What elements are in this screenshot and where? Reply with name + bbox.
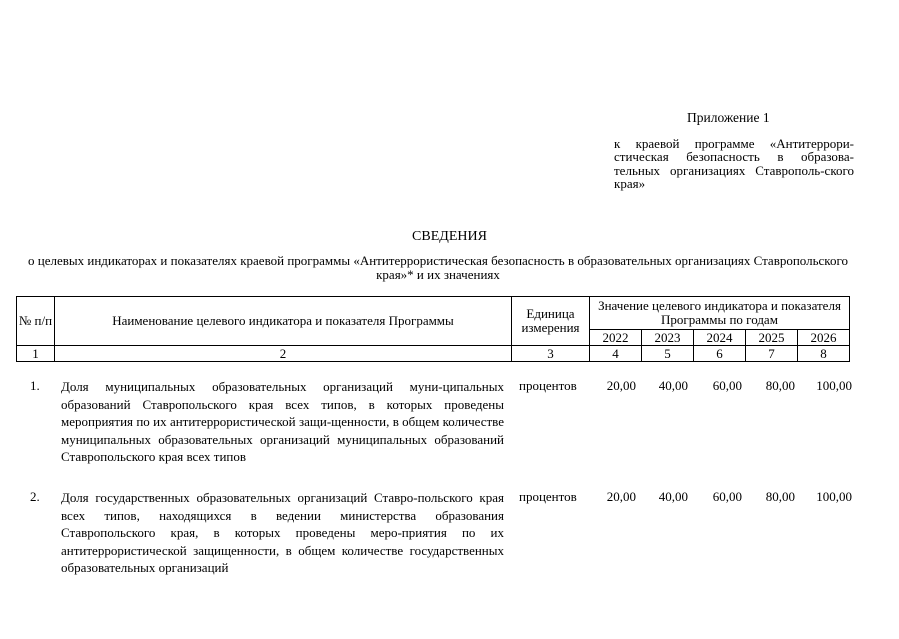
row-value: 20,00 bbox=[606, 378, 636, 393]
row-unit: процентов bbox=[519, 489, 577, 504]
col-number: 6 bbox=[694, 346, 746, 362]
row-indicator-name: Доля государственных образовательных организаций Ставро-польского края всех типов, находящихся в ведении министерства образования Ставропольского края, в которых проведены меро-приятия по их антитеррористической защищенности, в общем количестве государственных образовательных организаций bbox=[61, 490, 504, 576]
col-header-unit: Единица измерения bbox=[512, 297, 590, 346]
col-header-name: Наименование целевого индикатора и показателя Программы bbox=[55, 297, 512, 346]
col-number: 7 bbox=[746, 346, 798, 362]
document-title: СВЕДЕНИЯ bbox=[412, 229, 487, 244]
row-value: 60,00 bbox=[712, 378, 742, 393]
col-number: 1 bbox=[17, 346, 55, 362]
col-header-year: 2026 bbox=[798, 330, 850, 346]
row-indicator-name: Доля муниципальных образовательных организаций муни-ципальных образований Ставропольского края всех типов, в которых проведены мероприятия по их антитеррористической защи-щенности, в общем количестве муниципальных образовательных организаций муниципальных образований Ставропольского края всех типов bbox=[61, 379, 504, 465]
col-number: 3 bbox=[512, 346, 590, 362]
col-header-num: № п/п bbox=[17, 297, 55, 346]
col-number: 5 bbox=[642, 346, 694, 362]
row-value: 20,00 bbox=[606, 489, 636, 504]
row-value: 100,00 bbox=[816, 378, 852, 393]
appendix-label: Приложение 1 bbox=[687, 110, 770, 125]
col-number: 8 bbox=[798, 346, 850, 362]
col-header-year: 2025 bbox=[746, 330, 798, 346]
row-value: 60,00 bbox=[712, 489, 742, 504]
row-value: 40,00 bbox=[658, 489, 688, 504]
row-value: 40,00 bbox=[658, 378, 688, 393]
indicator-table-header bbox=[16, 296, 850, 362]
row-unit: процентов bbox=[519, 378, 577, 393]
col-header-year: 2022 bbox=[590, 330, 642, 346]
col-header-year: 2024 bbox=[694, 330, 746, 346]
row-number: 1. bbox=[30, 378, 40, 393]
row-value: 80,00 bbox=[765, 489, 795, 504]
col-number: 4 bbox=[590, 346, 642, 362]
col-header-year: 2023 bbox=[642, 330, 694, 346]
row-value: 100,00 bbox=[816, 489, 852, 504]
col-header-values: Значение целевого индикатора и показателя Программы по годам bbox=[590, 297, 850, 330]
appendix-note: к краевой программе «Антитеррори-стическая безопасность в образова-тельных организациях Ставрополь-ского края» bbox=[614, 136, 854, 192]
document-subtitle: о целевых индикаторах и показателях краевой программы «Антитеррористическая безопасность в образовательных организациях Ставропольского края»* и их значениях bbox=[28, 253, 848, 282]
row-value: 80,00 bbox=[765, 378, 795, 393]
row-number: 2. bbox=[30, 489, 40, 504]
col-number: 2 bbox=[55, 346, 512, 362]
